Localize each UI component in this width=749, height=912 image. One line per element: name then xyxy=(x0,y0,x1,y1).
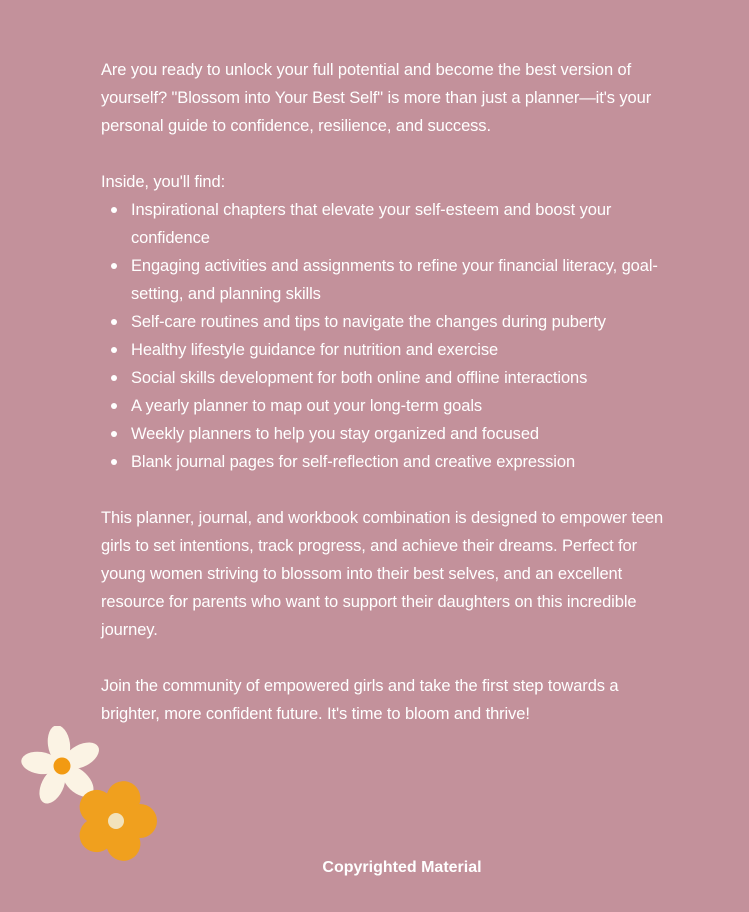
spacer xyxy=(101,140,671,168)
list-item: Healthy lifestyle guidance for nutrition and exercise xyxy=(101,336,671,364)
description-block xyxy=(101,56,671,728)
list-item: Weekly planners to help you stay organized and focused xyxy=(101,420,671,448)
inside-heading: Inside, you'll find: xyxy=(101,173,226,191)
list-item: Inspirational chapters that elevate your self-esteem and boost your confidence xyxy=(101,196,671,252)
spacer xyxy=(101,476,671,504)
list-item: Blank journal pages for self-reflection and creative expression xyxy=(101,448,671,476)
list-item: A yearly planner to map out your long-term goals xyxy=(101,392,671,420)
list-item: Engaging activities and assignments to refine your financial literacy, goal-setting, and planning skills xyxy=(101,252,671,308)
intro-paragraph: Are you ready to unlock your full potential and become the best version of yourself? "Blossom into Your Best Self" is more than just a planner—it's your personal guide to confidence, resilience, and success. xyxy=(101,61,652,135)
copyright-notice: Copyrighted Material xyxy=(322,859,482,876)
spacer xyxy=(101,644,671,672)
closing-paragraph: Join the community of empowered girls and take the first step towards a brighter, more confident future. It's time to bloom and thrive! xyxy=(101,677,619,723)
orange-flower-icon xyxy=(72,778,160,864)
list-item: Self-care routines and tips to navigate the changes during puberty xyxy=(101,308,671,336)
description-paragraph: This planner, journal, and workbook combination is designed to empower teen girls to set intentions, track progress, and achieve their dreams. Perfect for young women striving to blossom into their best selves, and an excellent resource for parents who want to support their daughters on this incredible journey. xyxy=(101,509,664,639)
list-item: Social skills development for both online and offline interactions xyxy=(101,364,671,392)
feature-list xyxy=(101,196,671,476)
